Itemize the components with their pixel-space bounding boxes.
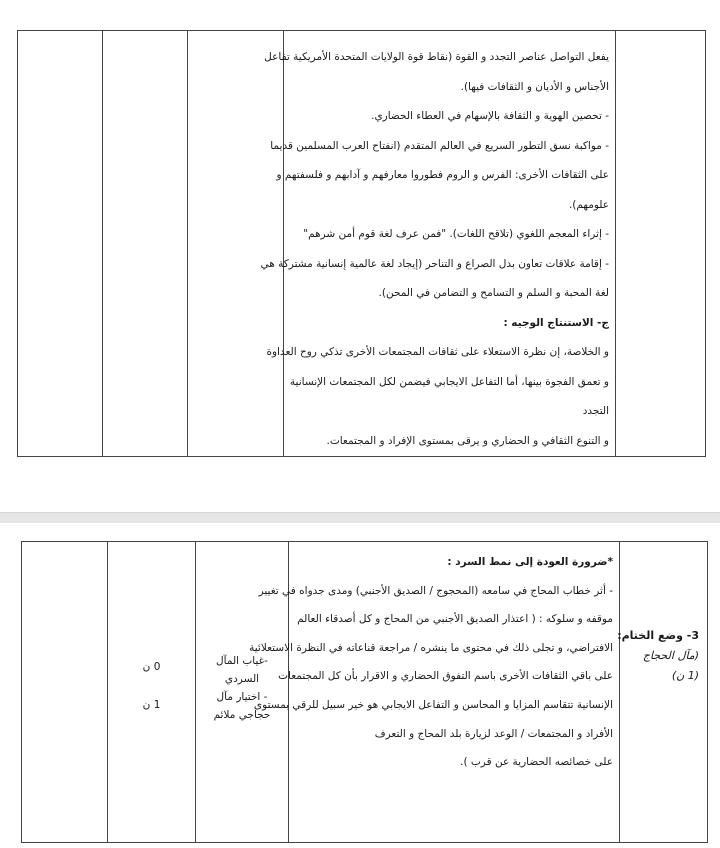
marks-cell (103, 31, 188, 457)
extra-cell (22, 542, 108, 843)
text-line: و تعمق الفجوة بينها، أما التفاعل الايجابي فيضمن لكل المجتمعات الإنسانية (289, 375, 609, 388)
text-line: يفعل التواصل عناصر التجدد و القوة (نقاط قوة الولايات المتحدة الأمريكية تفاعل (264, 51, 609, 63)
grading-table-bottom (21, 541, 708, 843)
criterion-line: -غياب المآل (216, 655, 268, 667)
text-line: الأجناس و الأديان و الثقافات فيها). (460, 80, 609, 93)
step-sub: (مآل الحجاج (642, 649, 699, 662)
text-line: - إقامة علاقات تعاون بدل الصراع و التناحر (إيجاد لغة عالمية إنسانية مشتركة هي (260, 257, 609, 270)
section-heading: *ضرورة العودة إلى نمط السرد : (447, 556, 613, 568)
text-line: لغة المحبة و السلم و التسامح و التضامن في المحن). (378, 287, 609, 299)
mark-zero: 0 ن (142, 661, 161, 673)
marks-cell (18, 31, 103, 457)
answer-content-cell (249, 542, 620, 843)
text-line: و التنوع الثقافي و الحضاري و يرقى بمستوى الإفراد و المجتمعات. (326, 434, 609, 447)
text-line: موقفه و سلوكه : ( اعتذار الصديق الأجنبي من المحاج و كل أصدقاء العالم (297, 613, 613, 626)
text-line: - إثراء المعجم اللغوي (تلاقح اللغات). "فمن عرف لغة قوم أمن شرهم" (303, 228, 609, 240)
text-line: - أثر خطاب المحاج في سامعه (المحجوج / الصديق الأجنبي) ومدى جدواه في تغيير (258, 584, 613, 597)
text-line: - مواكبة نسق التطور السريع في العالم المتقدم (انفتاح العرب المسلمين قديما (270, 139, 609, 152)
text-line: الإنسانية تتقاسم المزايا و المحاسن و التفاعل الايجابي هو خير سبيل للرقي بمستوى (253, 698, 613, 711)
text-line: الافتراضي، و تجلى ذلك في محتوى ما ينشره / مراجعة قناعاته في النظرة الاستعلائية (249, 641, 613, 654)
criteria-cell (188, 31, 284, 457)
criterion-line: - اختيار مآل (216, 691, 268, 703)
criterion-line: حجاجي ملائم (213, 709, 271, 721)
text-line: و الخلاصة، إن نظرة الاستعلاء على ثقافات المجتمعات الأخرى تذكي روح العداوة (266, 346, 609, 358)
step-points: (1 ن) (671, 669, 699, 682)
grading-table-top (17, 30, 706, 457)
criterion-line: السردي (224, 673, 260, 685)
answer-content-cell (260, 31, 616, 457)
text-line: على خصائصه الحضارية عن قرب ). (460, 756, 613, 769)
step-cell (616, 31, 706, 457)
step-label: 3- وضع الختام: (617, 629, 699, 642)
section-heading: ج- الاستنتاج الوجيه : (503, 316, 609, 329)
text-line: علومهم). (568, 198, 609, 211)
text-line: التجدد (582, 405, 609, 417)
marks-cell (108, 542, 196, 843)
step-cell (617, 542, 708, 843)
text-line: على الثقافات الأخرى: الفرس و الروم فطوروا معارفهم و آدابهم و فلسفتهم و (276, 169, 609, 181)
text-line: على باقي الثقافات الأخرى باسم التفوق الحضاري و الاقرار بأن كل المجتمعات (278, 670, 613, 683)
text-line: الأفراد و المجتمعات / الوعد لزيارة بلد المحاج و التعرف (374, 727, 613, 740)
text-line: - تحصين الهوية و الثقافة بالإسهام في العطاء الحضاري. (371, 110, 609, 122)
mark-one: 1 ن (142, 699, 161, 711)
